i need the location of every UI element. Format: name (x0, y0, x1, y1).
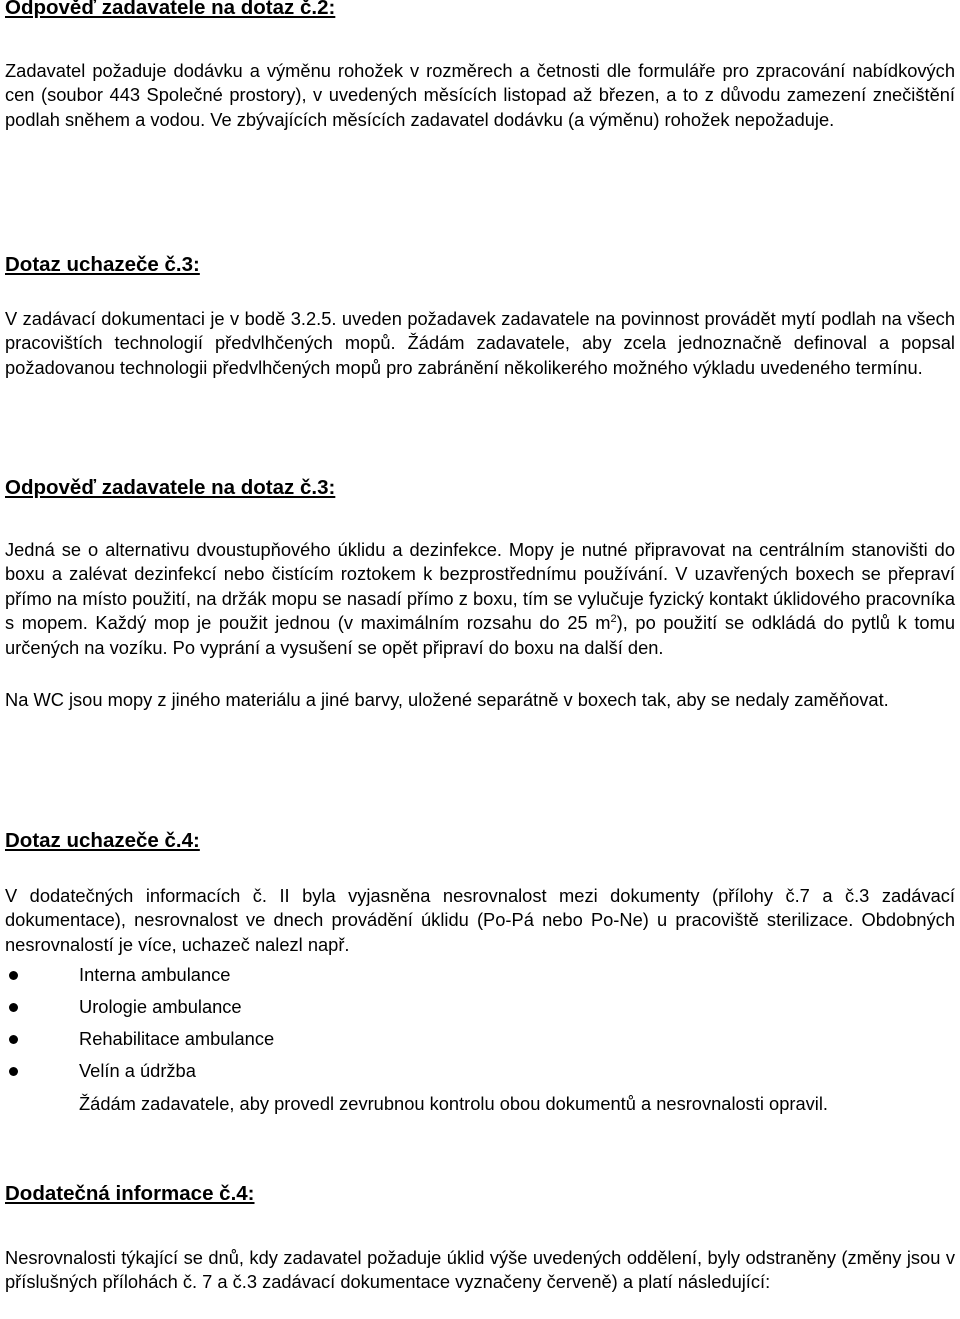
paragraph-answer-3-part-a: Jedná se o alternativu dvoustupňového úklidu a dezinfekce. Mopy je nutné připravovat na centrálním stanovišti do boxu a zalévat dezinfekcí nebo čistícím roztokem k bezprostřednímu používání. V uzavřených boxech se přepraví přímo na místo použití, na držák mopu se nasadí přímo z boxu, tím se vylučuje fyzický kontakt úklidového pracovníka s mopem. Každý mop je použit jednou (v maximálním rozsahu do 25 m (5, 539, 955, 634)
paragraph-answer-2: Zadavatel požaduje dodávku a výměnu rohožek v rozměrech a četnosti dle formuláře pro zpracování nabídkových cen (soubor 443 Společné prostory), v uvedených měsících listopad až březen, a to z důvodu zamezení znečištění podlah sněhem a vodou. Ve zbývajících měsících zadavatel dodávku (a výměnu) rohožek nepožaduje. (5, 60, 955, 130)
heading-question-4: Dotaz uchazeče č.4: (5, 829, 200, 852)
bullet-icon (9, 971, 18, 980)
list-item: Velín a údržba (5, 1055, 955, 1087)
paragraph-answer-3-wc: Na WC jsou mopy z jiného materiálu a jiné barvy, uložené separátně v boxech tak, aby se nedaly zaměňovat. (5, 689, 889, 710)
superscript-square: 2 (610, 613, 617, 626)
heading-answer-2: Odpověď zadavatele na dotaz č.2: (5, 0, 336, 19)
heading-answer-3: Odpověď zadavatele na dotaz č.3: (5, 476, 336, 499)
heading-question-3: Dotaz uchazeče č.3: (5, 253, 200, 276)
paragraph-answer-3 (5, 538, 955, 660)
list-item: Interna ambulance (5, 959, 955, 991)
paragraph-question-3: V zadávací dokumentaci je v bodě 3.2.5. uveden požadavek zadavatele na povinnost provádět mytí podlah na všech pracovištích technologií předvlhčených mopů. Žádám zadavatele, aby zcela jednoznačně definoval a popsal požadovanou technologii předvlhčených mopů pro zabránění několikerého možného výkladu uvedeného termínu. (5, 308, 955, 378)
bullet-list-departments (5, 959, 955, 1087)
list-item: Rehabilitace ambulance (5, 1023, 955, 1055)
paragraph-answer-3-part-b: ), po použití se odkládá do pytlů k tomu určených na vozíku. Po vyprání a vysušení se opět připraví do boxu na další den. (5, 612, 955, 658)
paragraph-question-4-request: Žádám zadavatele, aby provedl zevrubnou kontrolu obou dokumentů a nesrovnalosti opravil. (79, 1093, 828, 1114)
paragraph-question-4: V dodatečných informacích č. II byla vyjasněna nesrovnalost mezi dokumenty (přílohy č.7 a č.3 zadávací dokumentace), nesrovnalost ve dnech provádění úklidu (Po-Pá nebo Po-Ne) u pracoviště sterilizace. Obdobných nesrovnalostí je více, uchazeč nalezl např. (5, 885, 955, 955)
bullet-icon (9, 1003, 18, 1012)
bullet-icon (9, 1067, 18, 1076)
paragraph-info-4: Nesrovnalosti týkající se dnů, kdy zadavatel požaduje úklid výše uvedených oddělení, byly odstraněny (změny jsou v příslušných přílohách č. 7 a č.3 zadávací dokumentace vyznačeny červeně) a platí následující: (5, 1247, 955, 1293)
heading-info-4: Dodatečná informace č.4: (5, 1182, 255, 1205)
bullet-icon (9, 1035, 18, 1044)
list-item: Urologie ambulance (5, 991, 955, 1023)
